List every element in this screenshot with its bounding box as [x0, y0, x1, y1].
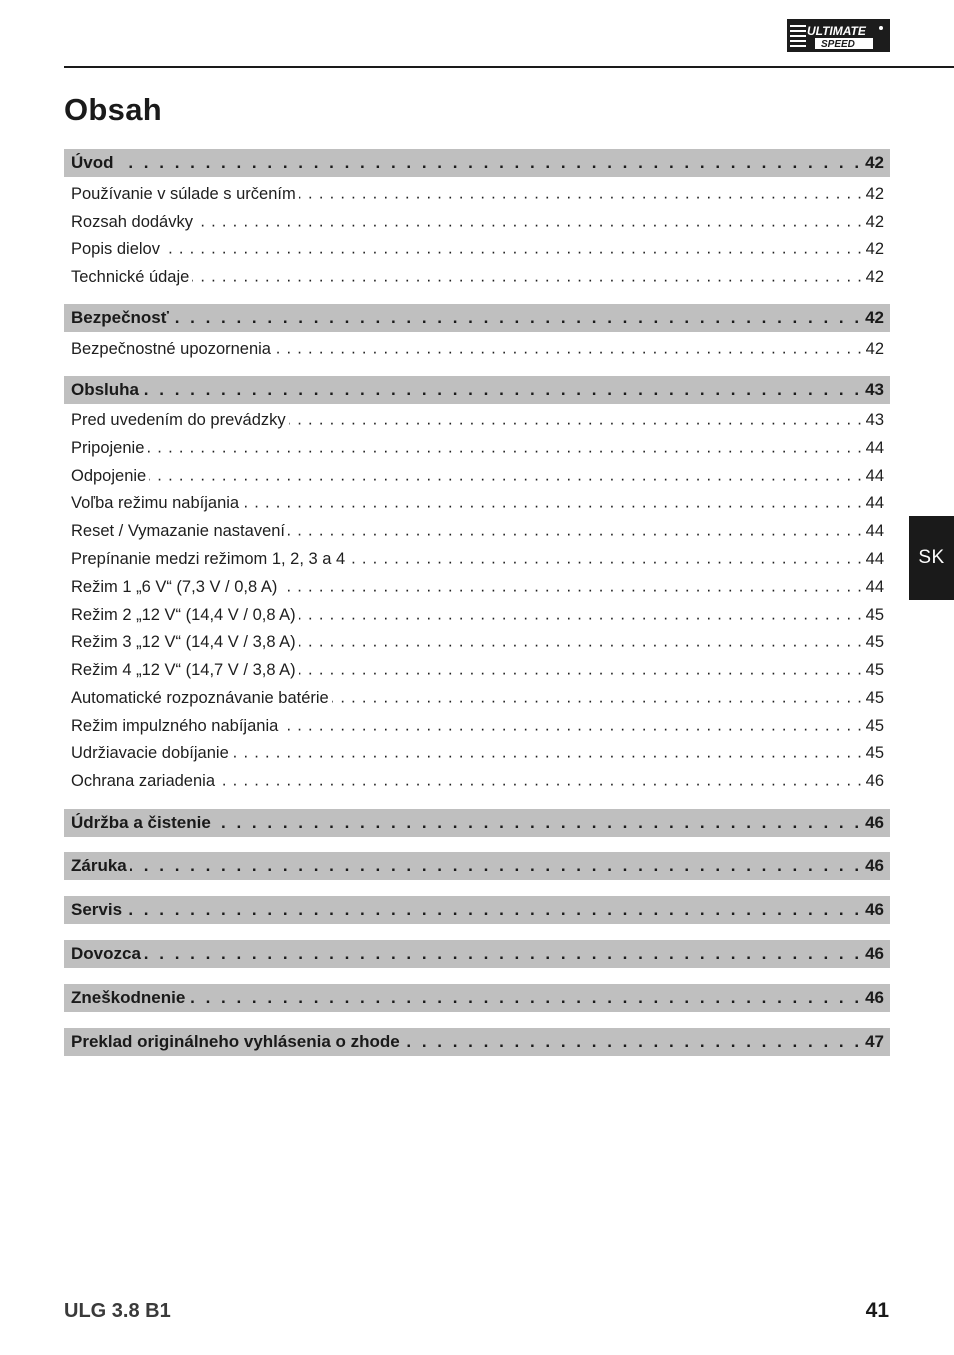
toc-entry-page: 45	[865, 716, 884, 735]
toc-leader-dots	[242, 490, 863, 516]
toc-leader-dots	[214, 809, 862, 837]
toc-entry-label: Údržba a čistenie	[71, 813, 211, 832]
toc-entry-label: Záruka	[71, 856, 127, 875]
toc-entry-page: 42	[865, 153, 884, 172]
toc-entry-page: 42	[865, 308, 884, 327]
toc-section-row	[64, 809, 890, 837]
toc-entry-label: Režim 3 „12 V“ (14,4 V / 3,8 A)	[71, 632, 296, 651]
toc-entry-page: 44	[865, 438, 884, 457]
toc-entry-page: 46	[865, 988, 884, 1007]
toc-entry-label: Pred uvedením do prevádzky	[71, 410, 286, 429]
toc-leader-dots	[147, 435, 862, 461]
toc-entry-label: Režim 2 „12 V“ (14,4 V / 0,8 A)	[71, 605, 296, 624]
toc-entry-page: 45	[865, 688, 884, 707]
toc-entry-page: 42	[865, 212, 884, 231]
toc-item-row	[64, 685, 890, 711]
toc-entry-page: 46	[865, 944, 884, 963]
toc-entry-page: 45	[865, 605, 884, 624]
toc-entry-label: Úvod	[71, 153, 114, 172]
toc-leader-dots	[117, 149, 863, 177]
toc-item-row	[64, 629, 890, 655]
toc-entry-label: Obsluha	[71, 380, 140, 399]
toc-entry-label: Rozsah dodávky	[71, 212, 193, 231]
language-tab: SK	[909, 516, 954, 600]
toc-item-row	[64, 602, 890, 628]
toc-item-row	[64, 713, 890, 739]
toc-entry-label: Pripojenie	[71, 438, 145, 457]
toc-leader-dots	[142, 376, 862, 404]
toc-leader-dots	[232, 740, 863, 766]
toc-entry-page: 42	[865, 239, 884, 258]
toc-entry-label: Bezpečnosť	[71, 308, 169, 327]
toc-item-row	[64, 463, 890, 489]
toc-leader-dots	[403, 1028, 862, 1056]
toc-entry-page: 44	[865, 521, 884, 540]
toc-item-row	[64, 740, 890, 766]
toc-entry-label: Reset / Vymazanie nastavení	[71, 521, 286, 540]
toc-entry-label: Technické údaje	[71, 267, 190, 286]
toc-entry-page: 47	[865, 1032, 884, 1051]
toc-item-row	[64, 209, 890, 235]
logo-line2: SPEED	[821, 39, 855, 50]
toc-entry-page: 44	[865, 493, 884, 512]
toc-item-row	[64, 490, 890, 516]
toc-item-row	[64, 336, 890, 362]
toc-leader-dots	[192, 264, 862, 290]
toc-entry-page: 45	[865, 743, 884, 762]
toc-leader-dots	[299, 657, 863, 683]
toc-leader-dots	[218, 768, 863, 794]
toc-entry-label: Dovozca	[71, 944, 141, 963]
toc-item-row	[64, 657, 890, 683]
toc-leader-dots	[288, 518, 863, 544]
toc-leader-dots	[196, 209, 863, 235]
toc-entry-page: 46	[865, 771, 884, 790]
toc-leader-dots	[149, 463, 862, 489]
toc-entry-label: Servis	[71, 900, 123, 919]
brand-logo	[787, 19, 890, 52]
toc-section-row	[64, 149, 890, 177]
toc-section-row	[64, 940, 890, 968]
toc-entry-page: 45	[865, 632, 884, 651]
toc-entry-page: 44	[865, 549, 884, 568]
toc-entry-label: Režim 1 „6 V“ (7,3 V / 0,8 A)	[71, 577, 278, 596]
toc-leader-dots	[274, 336, 863, 362]
page-title: Obsah	[64, 92, 162, 127]
toc-leader-dots	[281, 713, 862, 739]
toc-item-row	[64, 518, 890, 544]
toc-leader-dots	[163, 236, 863, 262]
toc-item-row	[64, 181, 890, 207]
toc-entry-page: 46	[865, 813, 884, 832]
toc-section-row	[64, 984, 890, 1012]
toc-leader-dots	[348, 546, 862, 572]
toc-section-row	[64, 376, 890, 404]
logo-line1: ULTIMATE	[807, 24, 866, 38]
toc-leader-dots	[188, 984, 862, 1012]
toc-entry-label: Udržiavacie dobíjanie	[71, 743, 229, 762]
toc-entry-page: 44	[865, 577, 884, 596]
toc-entry-label: Bezpečnostné upozornenia	[71, 339, 271, 358]
toc-item-row	[64, 768, 890, 794]
toc-entry-page: 46	[865, 856, 884, 875]
toc-section-row	[64, 896, 890, 924]
toc-entry-page: 42	[865, 267, 884, 286]
toc-leader-dots	[130, 852, 862, 880]
toc-entry-label: Popis dielov	[71, 239, 160, 258]
toc-entry-page: 42	[865, 339, 884, 358]
toc-entry-page: 43	[865, 380, 884, 399]
toc-entry-label: Odpojenie	[71, 466, 147, 485]
toc-leader-dots	[299, 602, 863, 628]
toc-entry-label: Režim impulzného nabíjania	[71, 716, 279, 735]
toc-entry-page: 45	[865, 660, 884, 679]
toc-leader-dots	[125, 896, 862, 924]
toc-item-row	[64, 407, 890, 433]
toc-entry-label: Automatické rozpoznávanie batérie	[71, 688, 329, 707]
toc-section-row	[64, 1028, 890, 1056]
toc-entry-page: 46	[865, 900, 884, 919]
toc-entry-label: Preklad originálneho vyhlásenia o zhode	[71, 1032, 400, 1051]
toc-leader-dots	[299, 181, 863, 207]
toc-entry-label: Používanie v súlade s určením	[71, 184, 296, 203]
toc-item-row	[64, 236, 890, 262]
toc-entry-page: 43	[865, 410, 884, 429]
toc-item-row	[64, 435, 890, 461]
toc-leader-dots	[172, 304, 862, 332]
header-rule	[64, 66, 954, 68]
toc-leader-dots	[299, 629, 863, 655]
toc-leader-dots	[332, 685, 863, 711]
toc-entry-label: Prepínanie medzi režimom 1, 2, 3 a 4	[71, 549, 346, 568]
toc-leader-dots	[144, 940, 862, 968]
toc-leader-dots	[289, 407, 863, 433]
toc-entry-label: Zneškodnenie	[71, 988, 186, 1007]
toc-item-row	[64, 574, 890, 600]
toc-section-row	[64, 304, 890, 332]
toc-section-row	[64, 852, 890, 880]
toc-leader-dots	[280, 574, 862, 600]
toc-item-row	[64, 264, 890, 290]
toc-entry-label: Voľba režimu nabíjania	[71, 493, 240, 512]
toc-entry-page: 44	[865, 466, 884, 485]
footer-model: ULG 3.8 B1	[64, 1300, 171, 1322]
toc-entry-page: 42	[865, 184, 884, 203]
toc-item-row	[64, 546, 890, 572]
toc-entry-label: Ochrana zariadenia	[71, 771, 216, 790]
toc-entry-label: Režim 4 „12 V“ (14,7 V / 3,8 A)	[71, 660, 296, 679]
footer-page-number: 41	[865, 1299, 889, 1322]
